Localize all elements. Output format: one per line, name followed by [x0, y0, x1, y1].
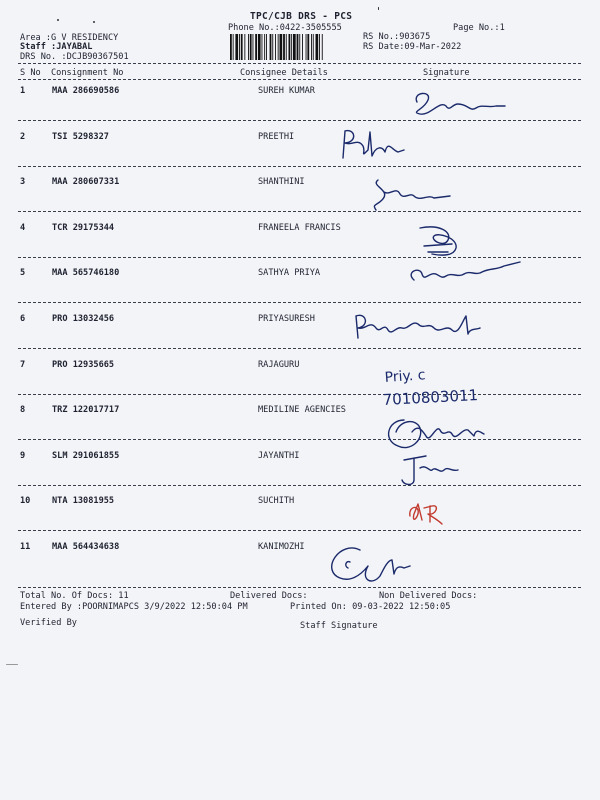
total-docs: Total No. Of Docs: 11: [20, 591, 129, 601]
col-header-sno: S No: [20, 68, 41, 78]
printed-on: Printed On: 09-03-2022 12:50:05: [290, 602, 451, 612]
delivered-docs: Delivered Docs:: [230, 591, 308, 601]
drs-number: DRS No. :DCJB90367501: [20, 52, 129, 62]
row-consignment-no: TCR 29175344: [52, 223, 115, 233]
row-consignee: MEDILINE AGENCIES: [258, 405, 346, 415]
row-consignee: PREETHI: [258, 132, 295, 142]
row-sno: 8: [20, 405, 26, 415]
row-sno: 6: [20, 314, 26, 324]
row-consignment-no: MAA 564434638: [52, 542, 120, 552]
area-label: Area :G V RESIDENCY: [20, 33, 119, 43]
row-consignee: KANIMOZHI: [258, 542, 305, 552]
row-consignment-no: TSI 5298327: [52, 132, 109, 142]
row-consignment-no: TRZ 122017717: [52, 405, 120, 415]
row-sno: 2: [20, 132, 26, 142]
verified-by: Verified By: [20, 618, 77, 628]
rs-number: RS No.:903675: [363, 32, 431, 42]
rs-date: RS Date:09-Mar-2022: [363, 42, 462, 52]
row-consignment-no: MAA 286690586: [52, 86, 120, 96]
row-sno: 11: [20, 542, 31, 552]
document-title: TPC/CJB DRS - PCS: [250, 11, 353, 22]
divider: [18, 587, 581, 588]
row-consignee: RAJAGURU: [258, 360, 300, 370]
row-sno: 3: [20, 177, 26, 187]
row-consignee: SUCHITH: [258, 496, 295, 506]
row7-handwritten-phone: 7010803011: [382, 386, 479, 409]
row7-handwritten-note: Priy. c: [384, 367, 426, 386]
non-delivered-docs: Non Delivered Docs:: [379, 591, 478, 601]
row-consignee: SATHYA PRIYA: [258, 268, 321, 278]
row-consignee: SUREH KUMAR: [258, 86, 315, 96]
row-sno: 4: [20, 223, 26, 233]
row-consignee: PRIYASURESH: [258, 314, 315, 324]
staff-signature: Staff Signature: [300, 621, 378, 631]
row-consignment-no: MAA 565746180: [52, 268, 120, 278]
row-consignment-no: MAA 280607331: [52, 177, 120, 187]
row-sno: 1: [20, 86, 26, 96]
row-sno: 9: [20, 451, 26, 461]
staff-label: Staff :JAYABAL: [20, 42, 93, 52]
phone-number: Phone No.:0422-3505555: [228, 23, 342, 33]
col-header-consignee: Consignee Details: [240, 68, 328, 78]
col-header-signature: Signature: [423, 68, 470, 78]
row-consignee: FRANEELA FRANCIS: [258, 223, 341, 233]
row-sno: 5: [20, 268, 26, 278]
row-consignment-no: PRO 13032456: [52, 314, 115, 324]
row-sno: 7: [20, 360, 26, 370]
row-consignment-no: NTA 13081955: [52, 496, 115, 506]
entered-by: Entered By :POORNIMAPCS 3/9/2022 12:50:04 PM: [20, 602, 248, 612]
row-consignee: JAYANTHI: [258, 451, 300, 461]
row-consignee: SHANTHINI: [258, 177, 305, 187]
row-consignment-no: SLM 291061855: [52, 451, 120, 461]
col-header-consignment: Consignment No: [51, 68, 124, 78]
row-consignment-no: PRO 12935665: [52, 360, 115, 370]
row-sno: 10: [20, 496, 31, 506]
page-number: Page No.:1: [453, 23, 505, 33]
